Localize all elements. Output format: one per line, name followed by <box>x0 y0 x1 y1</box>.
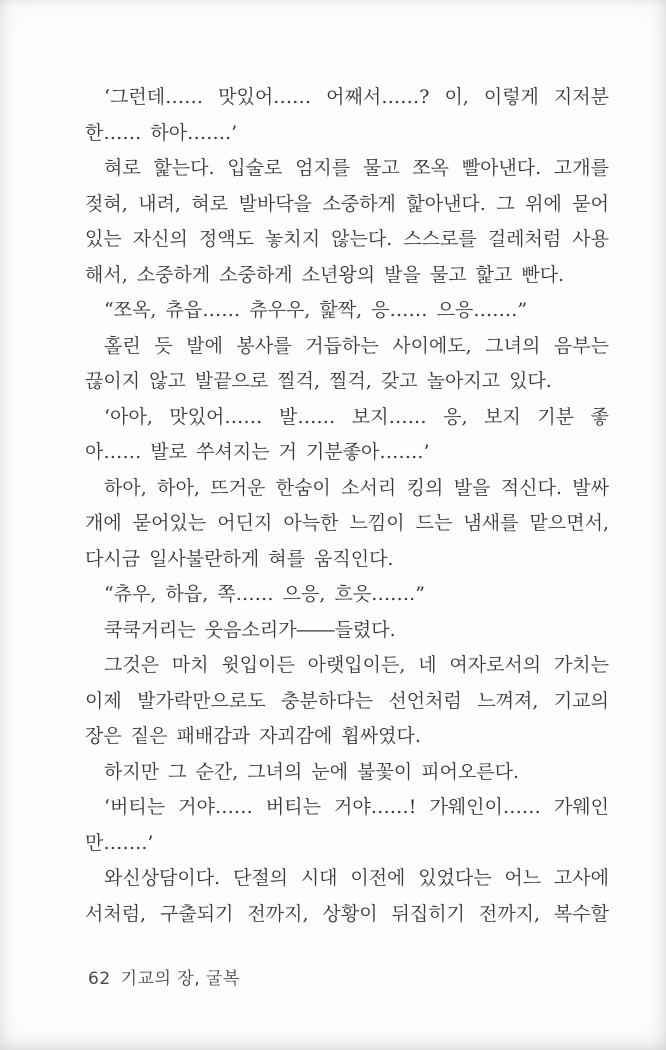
text-line: 이제 발가락만으로도 충분하다는 선언처럼 느껴져, 기교의 <box>85 689 609 712</box>
text-line: 끊이지 않고 발끝으로 찔걱, 찔걱, 갖고 놀아지고 있다. <box>85 370 552 392</box>
text-line: 홀린 듯 발에 봉사를 거듭하는 사이에도, 그녀의 음부는 <box>104 334 609 357</box>
text-line: 그것은 마치 윗입이든 아랫입이든, 네 여자로서의 가치는 <box>104 654 609 676</box>
text-line: ‘아아, 맛있어…… 발…… 보지…… 응, 보지 기분 좋 <box>104 405 609 428</box>
text-line: 아…… 발로 쑤셔지는 거 기분좋아…….’ <box>85 441 430 463</box>
text-line: 젖혀, 내려, 혀로 발바닥을 소중하게 핥아낸다. 그 위에 묻어 <box>85 192 609 215</box>
text-line: 장은 짙은 패배감과 자괴감에 휩싸였다. <box>85 725 421 747</box>
page-number: 62 <box>88 969 111 989</box>
body-text <box>85 80 609 932</box>
text-line: 하아, 하아, 뜨거운 한숨이 소서리 킹의 발을 적신다. 발싸 <box>104 476 609 499</box>
text-line: 와신상담이다. 단절의 시대 이전에 있었다는 어느 고사에 <box>104 867 609 889</box>
page-footer <box>88 966 240 992</box>
text-line: 하지만 그 순간, 그녀의 눈에 불꽃이 피어오른다. <box>104 760 520 783</box>
text-line: 다시금 일사불란하게 혀를 움직인다. <box>85 547 394 570</box>
text-line: 만…….’ <box>85 831 154 854</box>
text-line: “츄우, 하읍, 쪽…… 으응, 흐읏…….” <box>104 583 425 605</box>
text-line: 서처럼, 구출되기 전까지, 상황이 뒤집히기 전까지, 복수할 <box>85 902 609 925</box>
running-title: 기교의 장, 굴복 <box>120 969 240 989</box>
text-line: ‘버티는 거야…… 버티는 거야……! 가웨인이…… 가웨인 <box>104 796 609 818</box>
text-line: 쿡쿡거리는 웃음소리가――들렸다. <box>104 618 396 641</box>
text-line: “쪼옥, 츄읍…… 츄우우, 핥짝, 응…… 으응…….” <box>104 299 528 321</box>
text-line: 개에 묻어있는 어딘지 아늑한 느낌이 드는 냄새를 맡으면서, <box>85 512 609 534</box>
text-line: 혀로 핥는다. 입술로 엄지를 물고 쪼옥 빨아낸다. 고개를 <box>104 157 609 179</box>
text-line: 있는 자신의 정액도 놓치지 않는다. 스스로를 걸레처럼 사용 <box>85 228 609 250</box>
text-line: 한…… 하아…….’ <box>85 121 238 144</box>
text-line: 해서, 소중하게 소중하게 소년왕의 발을 물고 핥고 빤다. <box>85 263 565 286</box>
text-line: ‘그런데…… 맛있어…… 어째서……? 이, 이렇게 지저분 <box>104 86 609 108</box>
